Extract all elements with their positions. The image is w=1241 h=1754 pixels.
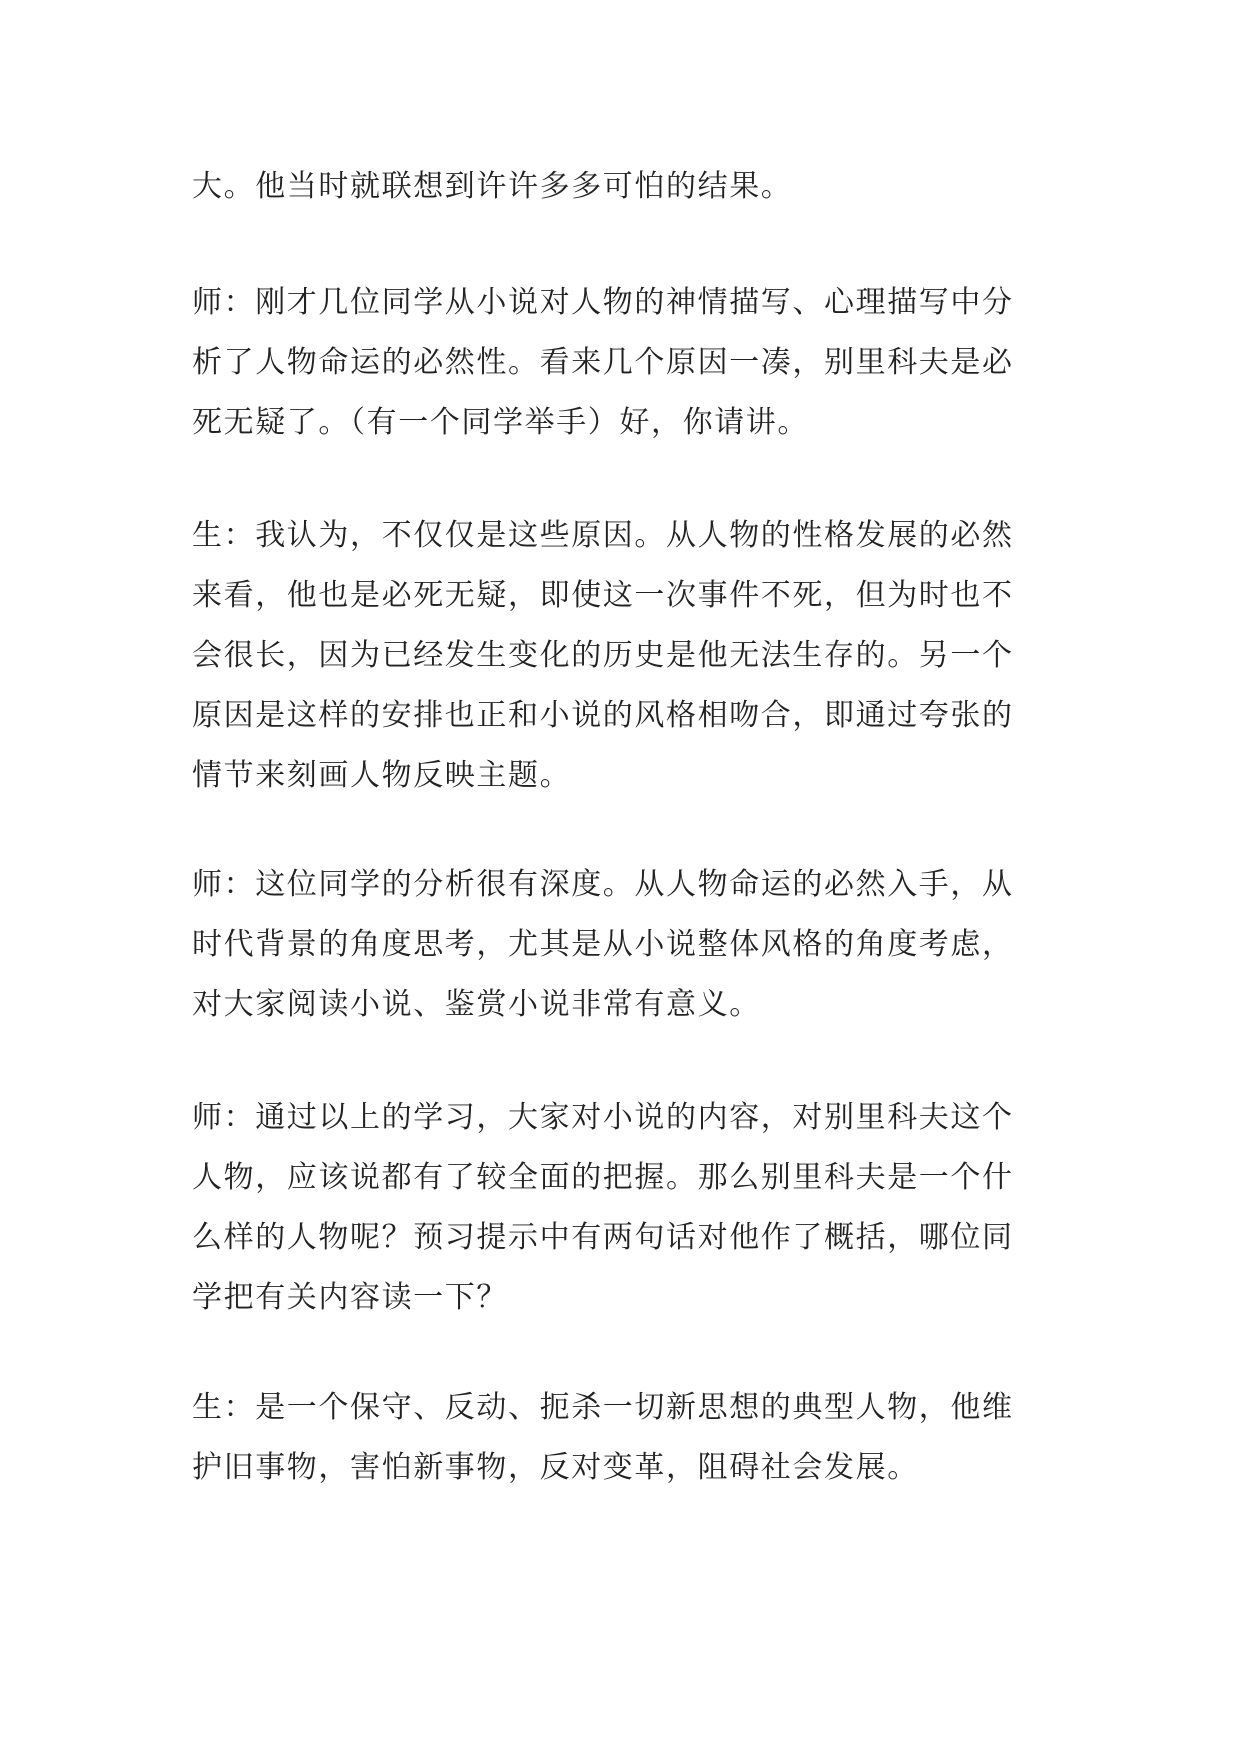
paragraph-5 bbox=[192, 1088, 1062, 1328]
paragraph-6 bbox=[192, 1378, 1062, 1498]
text-line: 师：通过以上的学习，大家对小说的内容，对别里科夫这个 bbox=[192, 1100, 1014, 1135]
paragraph-1 bbox=[192, 157, 1062, 217]
text-line: 死无疑了。（有一个同学举手）好，你请讲。 bbox=[192, 405, 809, 440]
paragraph-4 bbox=[192, 855, 1062, 1035]
text-line: 人物，应该说都有了较全面的把握。那么别里科夫是一个什 bbox=[192, 1160, 1014, 1195]
text-line: 对大家阅读小说、鉴赏小说非常有意义。 bbox=[192, 987, 761, 1022]
text-line: 师：刚才几位同学从小说对人物的神情描写、心理描写中分 bbox=[192, 285, 1014, 320]
text-line: 大。他当时就联想到许许多多可怕的结果。 bbox=[192, 169, 793, 204]
text-line: 么样的人物呢？预习提示中有两句话对他作了概括，哪位同 bbox=[192, 1220, 1014, 1255]
text-line: 学把有关内容读一下？ bbox=[192, 1280, 508, 1315]
text-line: 析了人物命运的必然性。看来几个原因一凑，别里科夫是必 bbox=[192, 345, 1014, 380]
paragraph-3 bbox=[192, 506, 1062, 806]
text-line: 情节来刻画人物反映主题。 bbox=[192, 758, 572, 793]
text-line: 师：这位同学的分析很有深度。从人物命运的必然入手，从 bbox=[192, 867, 1014, 902]
text-line: 会很长，因为已经发生变化的历史是他无法生存的。另一个 bbox=[192, 638, 1014, 673]
text-line: 生：我认为，不仅仅是这些原因。从人物的性格发展的必然 bbox=[192, 518, 1014, 553]
text-line: 时代背景的角度思考，尤其是从小说整体风格的角度考虑， bbox=[192, 927, 1014, 962]
text-line: 原因是这样的安排也正和小说的风格相吻合，即通过夸张的 bbox=[192, 698, 1014, 733]
text-line: 生：是一个保守、反动、扼杀一切新思想的典型人物，他维 bbox=[192, 1390, 1014, 1425]
text-line: 来看，他也是必死无疑，即使这一次事件不死，但为时也不 bbox=[192, 578, 1014, 613]
text-line: 护旧事物，害怕新事物，反对变革，阻碍社会发展。 bbox=[192, 1450, 919, 1485]
paragraph-2 bbox=[192, 273, 1062, 453]
